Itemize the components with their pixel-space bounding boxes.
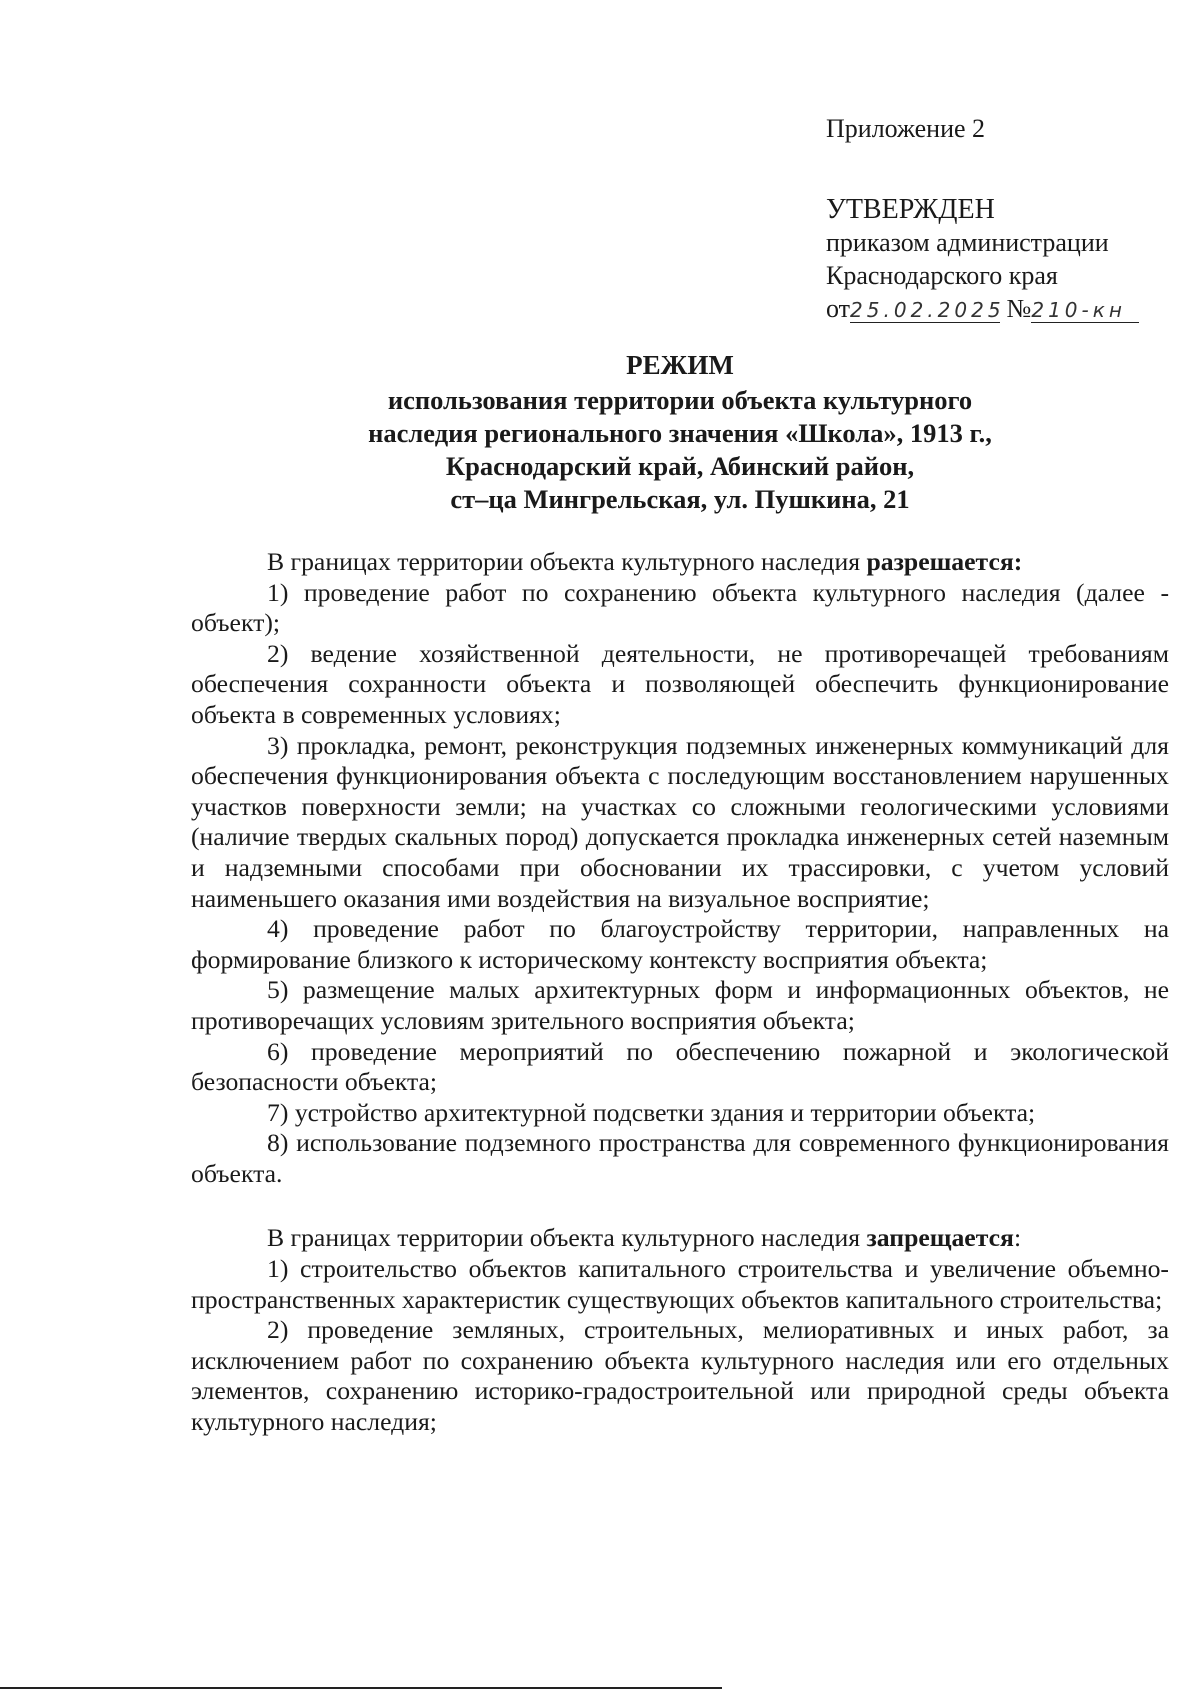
title-main: РЕЖИМ — [626, 350, 734, 380]
section-gap — [191, 1189, 1169, 1223]
number-prefix: № — [1006, 294, 1032, 323]
date-value: 25.02.2025 — [850, 298, 1005, 322]
allowed-item-2: 2) ведение хозяйственной деятельности, не противоречащей требованиям обеспечения сохранности объекта и позволяющей обеспечить функционирование объекта в современных условиях; — [191, 638, 1169, 729]
prohibited-intro: В границах территории объекта культурного наследия — [267, 1223, 867, 1253]
date-handwritten-field — [850, 297, 1005, 323]
number-value: 210-кн — [1031, 298, 1126, 322]
document-body — [191, 547, 1169, 1438]
date-number-line — [826, 292, 1166, 325]
allowed-item-1: 1) проведение работ по сохранению объекта культурного наследия (далее - объект); — [191, 577, 1169, 638]
allowed-section-heading — [191, 547, 1169, 578]
prohibited-keyword: запрещается — [866, 1223, 1014, 1253]
allowed-item-4: 4) проведение работ по благоустройству территории, направленных на формирование близкого к историческому контексту восприятия объекта; — [191, 914, 1169, 974]
prohibited-item-1: 1) строительство объектов капитального строительства и увеличение объемно-пространственных характеристик существующих объектов капитального строительства; — [191, 1254, 1169, 1314]
allowed-item-7: 7) устройство архитектурной подсветки здания и территории объекта; — [267, 1097, 1036, 1127]
allowed-item-5: 5) размещение малых архитектурных форм и информационных объектов, не противоречащих условиям зрительного восприятия объекта; — [191, 975, 1169, 1035]
allowed-item-6: 6) проведение мероприятий по обеспечению пожарной и экологической безопасности объекта; — [191, 1036, 1169, 1097]
allowed-item-8: 8) использование подземного пространства для современного функционирования объекта. — [191, 1128, 1169, 1188]
allowed-item-3: 3) прокладка, ремонт, реконструкция подземных инженерных коммуникаций для обеспечения функционирования объекта с последующим восстановлением нарушенных участков поверхности земли; на участках со сложными геологическими условиями (наличие твердых скальных пород) допускается прокладка инженерных сетей наземным и надземными способами при обосновании их трассировки, с учетом условий наименьшего оказания ими воздействия на визуальное восприятие; — [191, 730, 1169, 913]
prohibited-section-heading — [191, 1223, 1169, 1254]
footer-rule — [0, 1687, 722, 1689]
approved-by-line-2: Краснодарского края — [826, 261, 1058, 290]
title-line-2: наследия регионального значения «Школа», 1913 г., — [368, 418, 992, 448]
date-prefix: от — [826, 294, 851, 323]
title-line-3: Краснодарский край, Абинский район, — [445, 451, 915, 481]
approved-by-line-1: приказом администрации — [826, 228, 1109, 257]
approved-heading: УТВЕРЖДЕН — [826, 194, 995, 225]
document-title — [190, 349, 1170, 516]
appendix-label: Приложение 2 — [826, 114, 986, 143]
prohibited-item-2: 2) проведение земляных, строительных, мелиоративных и иных работ, за исключением работ по сохранению объекта культурного наследия или его отдельных элементов, сохранению историко-градостроительной или природной среды объекта культурного наследия; — [191, 1315, 1169, 1437]
allowed-keyword: разрешается: — [866, 547, 1023, 576]
number-handwritten-field — [1031, 297, 1139, 323]
title-line-1: использования территории объекта культурного — [387, 385, 973, 415]
allowed-intro: В границах территории объекта культурного наследия — [267, 547, 867, 576]
title-line-4: ст–ца Мингрельская, ул. Пушкина, 21 — [450, 484, 910, 514]
approval-stamp-block — [826, 112, 1166, 325]
prohibited-colon: : — [1013, 1223, 1022, 1253]
